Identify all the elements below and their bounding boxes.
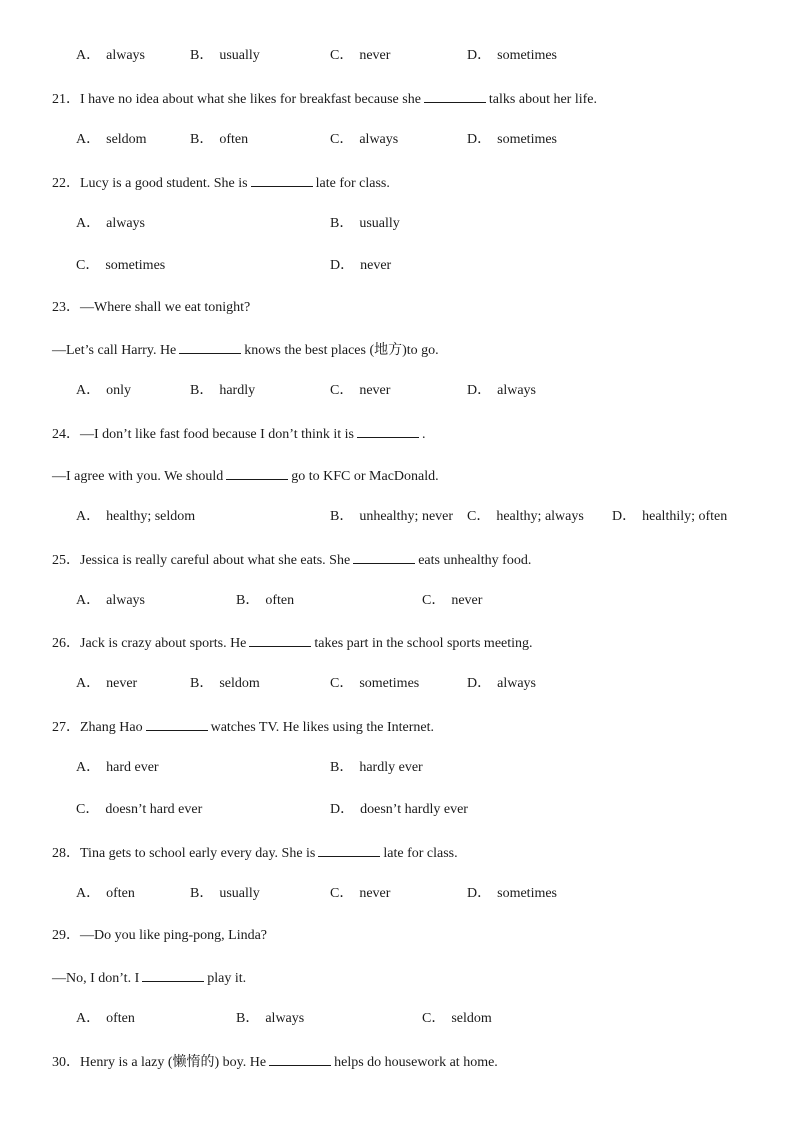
answer-blank[interactable] — [318, 843, 380, 857]
option-text: always — [106, 216, 146, 231]
answer-option[interactable] — [76, 47, 145, 65]
answer-blank[interactable] — [357, 424, 419, 438]
answer-option[interactable] — [330, 215, 400, 233]
option-letter: A． — [76, 760, 101, 775]
answer-option[interactable] — [612, 508, 727, 526]
option-text: sometimes — [105, 258, 166, 273]
option-letter: C． — [330, 676, 354, 691]
question-text: 25．Jessica is really careful about what she eats. She — [52, 553, 351, 568]
option-letter: D． — [330, 802, 355, 817]
option-letter: B． — [330, 509, 354, 524]
answer-option[interactable] — [76, 592, 145, 610]
answer-option[interactable] — [76, 759, 159, 777]
answer-option[interactable] — [190, 47, 260, 65]
option-letter: A． — [76, 886, 101, 901]
option-letter: A． — [76, 676, 101, 691]
option-letter: D． — [467, 132, 492, 147]
option-text: never — [360, 258, 392, 273]
option-letter: C． — [330, 886, 354, 901]
answer-option[interactable] — [76, 215, 145, 233]
option-text: sometimes — [497, 48, 558, 63]
option-text: sometimes — [497, 886, 558, 901]
question-text: 21．I have no idea about what she likes for breakfast because she — [52, 92, 421, 107]
option-text: healthy; seldom — [106, 509, 196, 524]
question-line — [52, 1052, 498, 1072]
option-text: seldom — [106, 132, 147, 147]
option-letter: B． — [330, 216, 354, 231]
answer-option[interactable] — [330, 257, 391, 275]
option-letter: B． — [190, 383, 214, 398]
answer-option[interactable] — [76, 675, 137, 693]
answer-option[interactable] — [76, 885, 135, 903]
question-line — [52, 424, 426, 444]
option-text: always — [497, 383, 537, 398]
option-text: sometimes — [497, 132, 558, 147]
option-text: always — [106, 48, 146, 63]
question-text: —I agree with you. We should — [52, 469, 224, 484]
answer-blank[interactable] — [179, 340, 241, 354]
option-text: always — [497, 676, 537, 691]
answer-blank[interactable] — [142, 968, 204, 982]
option-text: hard ever — [106, 760, 159, 775]
question-line — [52, 968, 246, 988]
option-text: never — [106, 676, 138, 691]
question-text-after: takes part in the school sports meeting. — [314, 636, 533, 651]
option-letter: A． — [76, 1011, 101, 1026]
option-letter: C． — [467, 509, 491, 524]
option-text: always — [359, 132, 399, 147]
option-letter: A． — [76, 509, 101, 524]
question-text: —Let’s call Harry. He — [52, 343, 177, 358]
answer-option[interactable] — [330, 675, 419, 693]
answer-option[interactable] — [76, 257, 165, 275]
option-letter: D． — [467, 48, 492, 63]
option-letter: A． — [76, 383, 101, 398]
answer-option[interactable] — [236, 592, 294, 610]
option-letter: A． — [76, 48, 101, 63]
option-text: healthily; often — [642, 509, 728, 524]
question-text: 28．Tina gets to school early every day. She is — [52, 846, 316, 861]
question-text: 24．—I don’t like fast food because I don’t think it is — [52, 427, 354, 442]
option-text: unhealthy; never — [359, 509, 454, 524]
answer-option[interactable] — [422, 1010, 492, 1028]
option-letter: B． — [236, 1011, 260, 1026]
question-line — [52, 173, 390, 193]
question-text: 23．—Where shall we eat tonight? — [52, 300, 251, 315]
option-letter: B． — [330, 760, 354, 775]
question-text-after: play it. — [207, 971, 247, 986]
question-text: 29．—Do you like ping-pong, Linda? — [52, 928, 268, 943]
answer-blank[interactable] — [146, 717, 208, 731]
answer-blank[interactable] — [249, 633, 311, 647]
option-text: never — [359, 383, 391, 398]
question-text-after: go to KFC or MacDonald. — [291, 469, 439, 484]
option-letter: A． — [76, 132, 101, 147]
option-letter: C． — [76, 802, 100, 817]
answer-option[interactable] — [190, 131, 248, 149]
answer-option[interactable] — [467, 131, 557, 149]
option-text: sometimes — [359, 676, 420, 691]
answer-option[interactable] — [76, 1010, 135, 1028]
question-text-after: talks about her life. — [488, 92, 597, 107]
question-line — [52, 89, 597, 109]
option-letter: B． — [190, 886, 214, 901]
option-text: never — [451, 593, 483, 608]
answer-option[interactable] — [330, 131, 398, 149]
question-text: 30．Henry is a lazy (懒惰的) boy. He — [52, 1055, 267, 1070]
option-letter: C． — [330, 383, 354, 398]
option-text: hardly — [219, 383, 256, 398]
option-text: always — [106, 593, 146, 608]
answer-blank[interactable] — [269, 1052, 331, 1066]
question-text-after: knows the best places (地方)to go. — [244, 343, 439, 358]
answer-option[interactable] — [467, 47, 557, 65]
answer-option[interactable] — [422, 592, 482, 610]
option-letter: D． — [330, 258, 355, 273]
answer-option[interactable] — [236, 1010, 304, 1028]
answer-option[interactable] — [76, 382, 131, 400]
question-line — [52, 927, 267, 945]
question-line — [52, 466, 439, 486]
option-letter: D． — [467, 383, 492, 398]
question-line — [52, 633, 533, 653]
answer-blank[interactable] — [424, 89, 486, 103]
question-line — [52, 550, 531, 570]
option-text: often — [106, 886, 135, 901]
option-text: never — [359, 886, 391, 901]
answer-option[interactable] — [467, 382, 536, 400]
option-text: seldom — [219, 676, 260, 691]
option-text: hardly ever — [359, 760, 423, 775]
option-letter: C． — [422, 1011, 446, 1026]
option-letter: C． — [330, 48, 354, 63]
option-text: usually — [219, 886, 260, 901]
question-line — [52, 843, 458, 863]
question-text-after: . — [422, 427, 426, 442]
answer-option[interactable] — [76, 131, 147, 149]
answer-option[interactable] — [190, 382, 255, 400]
answer-option[interactable] — [190, 885, 260, 903]
answer-option[interactable] — [467, 885, 557, 903]
option-text: usually — [219, 48, 260, 63]
option-text: seldom — [451, 1011, 492, 1026]
option-letter: B． — [190, 676, 214, 691]
question-text-after: helps do housework at home. — [334, 1055, 498, 1070]
answer-option[interactable] — [330, 47, 390, 65]
question-line — [52, 299, 250, 317]
question-text: 27．Zhang Hao — [52, 720, 143, 735]
answer-option[interactable] — [76, 801, 202, 819]
answer-option[interactable] — [190, 675, 260, 693]
option-text: often — [219, 132, 249, 147]
option-letter: A． — [76, 593, 101, 608]
option-text: often — [265, 593, 295, 608]
answer-blank[interactable] — [353, 550, 415, 564]
answer-blank[interactable] — [251, 173, 313, 187]
question-line — [52, 340, 439, 360]
question-line — [52, 717, 434, 737]
answer-blank[interactable] — [226, 466, 288, 480]
question-text: 22．Lucy is a good student. She is — [52, 176, 248, 191]
option-letter: B． — [236, 593, 260, 608]
option-text: doesn’t hard ever — [105, 802, 203, 817]
option-letter: C． — [330, 132, 354, 147]
option-letter: D． — [467, 886, 492, 901]
option-letter: C． — [76, 258, 100, 273]
answer-option[interactable] — [467, 508, 584, 526]
option-text: never — [359, 48, 391, 63]
answer-option[interactable] — [467, 675, 536, 693]
option-text: doesn’t hardly ever — [360, 802, 468, 817]
option-letter: A． — [76, 216, 101, 231]
answer-option[interactable] — [330, 801, 468, 819]
question-text-after: eats unhealthy food. — [418, 553, 532, 568]
answer-option[interactable] — [330, 508, 453, 526]
option-text: usually — [359, 216, 400, 231]
question-text-after: late for class. — [315, 176, 390, 191]
option-letter: B． — [190, 48, 214, 63]
answer-option[interactable] — [330, 382, 390, 400]
option-text: often — [106, 1011, 135, 1026]
option-letter: B． — [190, 132, 214, 147]
option-text: healthy; always — [496, 509, 584, 524]
answer-option[interactable] — [330, 885, 390, 903]
option-text: always — [265, 1011, 305, 1026]
option-text: only — [106, 383, 132, 398]
question-text-after: late for class. — [383, 846, 458, 861]
answer-option[interactable] — [330, 759, 423, 777]
option-letter: D． — [467, 676, 492, 691]
question-text: —No, I don’t. I — [52, 971, 140, 986]
question-text: 26．Jack is crazy about sports. He — [52, 636, 247, 651]
question-text-after: watches TV. He likes using the Internet. — [210, 720, 435, 735]
answer-option[interactable] — [76, 508, 195, 526]
option-letter: C． — [422, 593, 446, 608]
option-letter: D． — [612, 509, 637, 524]
